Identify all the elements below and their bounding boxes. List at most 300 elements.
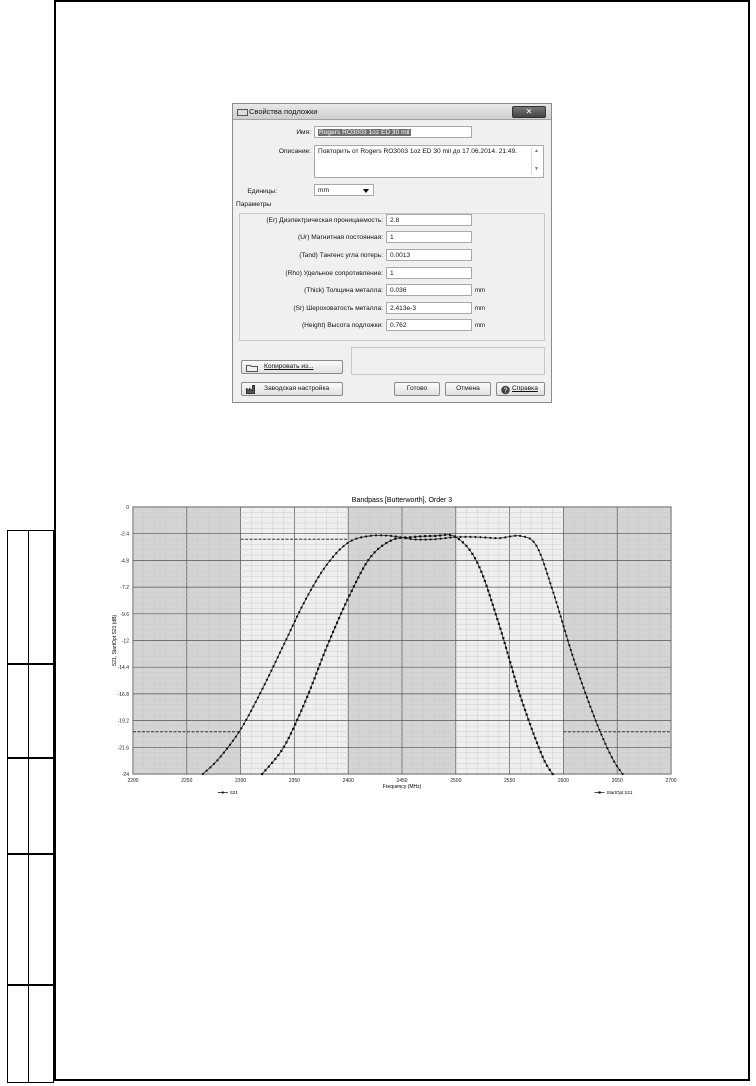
data-point — [510, 666, 512, 668]
data-point — [335, 552, 337, 554]
data-point — [518, 690, 520, 692]
data-point — [524, 536, 526, 538]
data-point — [209, 766, 211, 768]
data-point — [521, 699, 523, 701]
data-point — [598, 729, 600, 731]
data-point — [439, 538, 441, 540]
param-field[interactable]: 0.036 — [386, 284, 472, 296]
data-point — [308, 691, 310, 693]
y-tick-label: -14.4 — [117, 665, 129, 672]
data-point — [449, 534, 451, 536]
data-point — [300, 607, 302, 609]
info-pane — [351, 347, 545, 375]
data-point — [310, 589, 312, 591]
data-point — [588, 701, 590, 703]
data-point — [334, 626, 336, 628]
data-point — [476, 561, 478, 563]
help-button[interactable]: ? Справка — [496, 382, 545, 396]
data-point — [562, 625, 564, 627]
param-field[interactable]: 0.762 — [386, 319, 472, 331]
data-point — [474, 557, 476, 559]
data-point — [516, 685, 518, 687]
data-point — [394, 538, 396, 540]
param-label: (Ur) Магнитная постоянная: — [298, 234, 383, 241]
data-point — [429, 535, 431, 537]
data-point — [469, 536, 471, 538]
param-field[interactable]: 2.8 — [386, 214, 472, 226]
data-point — [458, 538, 460, 540]
data-point — [312, 585, 314, 587]
data-point — [351, 539, 353, 541]
data-point — [313, 677, 315, 679]
param-label: (Er) Диэлектрическая проницаемость: — [266, 217, 383, 224]
data-point — [298, 714, 300, 716]
data-point — [567, 639, 569, 641]
data-point — [544, 760, 546, 762]
y-axis-label: S21, StartOpt S21 (dB) — [112, 614, 118, 667]
param-label: (Thick) Толщина металла: — [304, 287, 383, 294]
data-point — [261, 688, 263, 690]
cancel-button[interactable]: Отмена — [445, 382, 491, 396]
data-point — [496, 618, 498, 620]
data-point — [344, 603, 346, 605]
data-point — [420, 539, 422, 541]
data-point — [591, 710, 593, 712]
data-point — [554, 596, 556, 598]
data-point — [492, 604, 494, 606]
data-point — [336, 622, 338, 624]
legend-marker — [222, 791, 224, 793]
data-point — [370, 535, 372, 537]
data-point — [415, 538, 417, 540]
data-point — [538, 746, 540, 748]
data-point — [304, 700, 306, 702]
window-icon — [237, 109, 248, 116]
x-tick-label: 2400 — [342, 778, 354, 784]
data-point — [213, 763, 215, 765]
data-point — [489, 537, 491, 539]
data-point — [277, 656, 279, 658]
data-point — [395, 535, 397, 537]
data-point — [355, 538, 357, 540]
data-point — [277, 754, 279, 756]
data-point — [338, 617, 340, 619]
y-tick-label: -21.6 — [117, 745, 129, 752]
data-point — [482, 575, 484, 577]
data-point — [360, 536, 362, 538]
help-icon — [500, 385, 511, 395]
data-point — [268, 765, 270, 767]
data-point — [377, 548, 379, 550]
data-point — [549, 769, 551, 771]
x-axis-label: Frequency (MHz) — [382, 784, 422, 790]
data-point — [257, 696, 259, 698]
data-point — [381, 545, 383, 547]
data-point — [342, 545, 344, 547]
data-point — [355, 581, 357, 583]
data-point — [464, 536, 466, 538]
data-point — [332, 556, 334, 558]
data-point — [294, 723, 296, 725]
data-point — [490, 599, 492, 601]
x-tick-label: 2350 — [288, 778, 300, 784]
ok-button[interactable]: Готово — [394, 382, 440, 396]
param-unit: mm — [475, 323, 485, 329]
data-point — [519, 535, 521, 537]
data-point — [586, 696, 588, 698]
data-point — [604, 743, 606, 745]
data-point — [292, 625, 294, 627]
data-point — [574, 663, 576, 665]
data-point — [288, 737, 290, 739]
legend-marker — [598, 791, 600, 793]
data-point — [290, 732, 292, 734]
data-point — [259, 692, 261, 694]
data-point — [434, 535, 436, 537]
name-field[interactable]: Rogers RO3003 1oz ED 30 mil — [314, 126, 472, 138]
data-point — [498, 623, 500, 625]
data-point — [326, 564, 328, 566]
param-unit: mm — [475, 306, 485, 312]
y-tick-label: 0 — [126, 505, 129, 511]
data-point — [330, 635, 332, 637]
data-point — [342, 608, 344, 610]
data-point — [390, 540, 392, 542]
data-point — [529, 537, 531, 539]
data-point — [305, 598, 307, 600]
data-point — [494, 537, 496, 539]
data-point — [595, 720, 597, 722]
param-field[interactable]: 0.0013 — [386, 249, 472, 261]
data-point — [581, 682, 583, 684]
data-point — [348, 594, 350, 596]
data-point — [578, 673, 580, 675]
data-point — [546, 573, 548, 575]
data-point — [484, 580, 486, 582]
data-point — [300, 710, 302, 712]
x-tick-label: 2500 — [450, 778, 462, 784]
data-point — [232, 740, 234, 742]
data-point — [534, 737, 536, 739]
data-point — [540, 554, 542, 556]
data-point — [317, 668, 319, 670]
data-point — [351, 590, 353, 592]
data-point — [568, 644, 570, 646]
data-point — [243, 723, 245, 725]
data-point — [332, 631, 334, 633]
data-point — [499, 537, 501, 539]
description-field[interactable]: Повторить от Rogers RO3003 1oz ED 30 mil до 17.06.2014. 21:49. ▲ ▼ — [314, 145, 544, 178]
description-label: Описание: — [278, 148, 311, 155]
x-tick-label: 2250 — [181, 778, 193, 784]
data-point — [399, 537, 401, 539]
data-point — [515, 680, 517, 682]
data-point — [489, 594, 491, 596]
data-point — [540, 751, 542, 753]
data-point — [245, 719, 247, 721]
x-tick-label: 2700 — [665, 778, 677, 784]
chart-svg — [107, 493, 677, 798]
y-tick-label: -19.2 — [117, 718, 129, 725]
data-point — [546, 765, 548, 767]
data-point — [271, 762, 273, 764]
data-point — [582, 687, 584, 689]
data-point — [522, 704, 524, 706]
data-point — [235, 736, 237, 738]
data-point — [579, 677, 581, 679]
chevron-down-icon — [363, 189, 369, 193]
data-point — [545, 568, 547, 570]
data-point — [584, 691, 586, 693]
data-point — [409, 536, 411, 538]
data-point — [290, 629, 292, 631]
data-point — [357, 576, 359, 578]
data-point — [339, 548, 341, 550]
y-tick-label: -2.4 — [120, 531, 129, 538]
data-point — [495, 613, 497, 615]
description-scrollbar[interactable]: ▲ ▼ — [531, 148, 541, 175]
data-point — [613, 761, 615, 763]
data-point — [549, 582, 551, 584]
data-point — [329, 560, 331, 562]
data-point — [375, 534, 377, 536]
data-point — [576, 668, 578, 670]
data-point — [535, 545, 537, 547]
data-point — [322, 654, 324, 656]
data-point — [509, 535, 511, 537]
data-point — [548, 577, 550, 579]
data-point — [506, 651, 508, 653]
data-point — [541, 558, 543, 560]
factory-settings-button[interactable]: Заводская настройка — [241, 382, 343, 396]
x-tick-label: 2300 — [235, 778, 247, 784]
data-point — [307, 593, 309, 595]
data-point — [279, 652, 281, 654]
data-point — [285, 638, 287, 640]
data-point — [370, 555, 372, 557]
data-point — [505, 647, 507, 649]
data-point — [616, 765, 618, 767]
y-tick-label: -16.8 — [117, 691, 129, 698]
data-point — [385, 534, 387, 536]
data-point — [321, 659, 323, 661]
data-point — [390, 535, 392, 537]
data-point — [385, 542, 387, 544]
data-point — [552, 592, 554, 594]
data-point — [365, 535, 367, 537]
param-label: (Tand) Тангенс угла потерь: — [299, 252, 383, 259]
factory-icon — [246, 385, 258, 394]
data-point — [501, 632, 503, 634]
data-point — [216, 759, 218, 761]
data-point — [602, 738, 604, 740]
data-point — [252, 705, 254, 707]
param-field[interactable]: 1 — [386, 267, 472, 279]
data-point — [593, 715, 595, 717]
data-point — [480, 571, 482, 573]
param-label: (Height) Высота подложки: — [301, 322, 383, 329]
data-point — [430, 538, 432, 540]
data-point — [557, 606, 559, 608]
data-point — [292, 728, 294, 730]
data-point — [555, 601, 557, 603]
close-button[interactable] — [512, 106, 546, 118]
data-point — [543, 563, 545, 565]
data-point — [328, 640, 330, 642]
folder-icon — [246, 363, 258, 372]
parameters-group-label: Параметры — [236, 201, 272, 208]
data-point — [360, 572, 362, 574]
chart-title: Bandpass [Butterworth], Order 3 — [351, 497, 453, 504]
data-point — [484, 536, 486, 538]
data-point — [280, 750, 282, 752]
data-point — [283, 746, 285, 748]
data-point — [346, 542, 348, 544]
data-point — [531, 728, 533, 730]
data-point — [353, 585, 355, 587]
data-point — [315, 580, 317, 582]
margin-stamp-cell — [7, 663, 54, 759]
svg-text:?: ? — [503, 387, 508, 395]
data-point — [346, 599, 348, 601]
x-tick-label: 2200 — [127, 778, 139, 784]
data-point — [444, 537, 446, 539]
data-point — [606, 747, 608, 749]
data-point — [373, 551, 375, 553]
data-point — [248, 714, 250, 716]
data-point — [474, 536, 476, 538]
data-point — [565, 635, 567, 637]
data-point — [281, 647, 283, 649]
data-point — [303, 602, 305, 604]
data-point — [552, 773, 554, 775]
data-point — [462, 541, 464, 543]
data-point — [362, 568, 364, 570]
data-point — [220, 755, 222, 757]
dialog-titlebar[interactable] — [233, 104, 551, 120]
x-tick-label: 2650 — [611, 778, 623, 784]
y-tick-label: -9.6 — [120, 611, 129, 618]
data-point — [287, 634, 289, 636]
data-point — [255, 701, 257, 703]
substrate-properties-dialog — [232, 103, 552, 403]
data-point — [558, 611, 560, 613]
data-point — [589, 706, 591, 708]
data-point — [275, 661, 277, 663]
data-point — [560, 615, 562, 617]
data-point — [600, 733, 602, 735]
copy-from-button[interactable]: Копировать из... — [241, 360, 343, 374]
data-point — [449, 536, 451, 538]
data-point — [608, 752, 610, 754]
data-point — [541, 756, 543, 758]
data-point — [561, 620, 563, 622]
data-point — [264, 683, 266, 685]
data-point — [323, 568, 325, 570]
data-point — [250, 710, 252, 712]
margin-stamp-cell — [7, 984, 54, 1083]
data-point — [479, 536, 481, 538]
data-point — [471, 553, 473, 555]
bandpass-chart — [107, 493, 677, 798]
data-point — [425, 538, 427, 540]
data-point — [340, 612, 342, 614]
name-label: Имя: — [296, 129, 311, 136]
data-point — [524, 709, 526, 711]
data-point — [532, 541, 534, 543]
param-field[interactable]: 1 — [386, 231, 472, 243]
param-label: (Rho) Удельное сопротивление: — [285, 270, 383, 277]
x-tick-label: 2550 — [504, 778, 516, 784]
data-point — [296, 719, 298, 721]
data-point — [508, 656, 510, 658]
data-point — [465, 545, 467, 547]
data-point — [536, 742, 538, 744]
data-point — [596, 724, 598, 726]
data-point — [485, 585, 487, 587]
legend-label: S21 — [229, 790, 238, 795]
data-point — [298, 611, 300, 613]
data-point — [274, 758, 276, 760]
data-point — [527, 718, 529, 720]
data-point — [526, 714, 528, 716]
data-point — [619, 769, 621, 771]
data-point — [512, 671, 514, 673]
data-point — [264, 769, 266, 771]
data-point — [261, 773, 263, 775]
data-point — [538, 549, 540, 551]
data-point — [499, 628, 501, 630]
data-point — [367, 559, 369, 561]
data-point — [424, 535, 426, 537]
x-tick-label: 2600 — [557, 778, 569, 784]
data-point — [268, 674, 270, 676]
data-point — [478, 566, 480, 568]
data-point — [229, 744, 231, 746]
close-icon: ✕ — [525, 107, 533, 116]
y-tick-label: -24 — [121, 772, 129, 778]
margin-stamp-cell — [7, 530, 54, 665]
data-point — [571, 654, 573, 656]
data-point — [570, 649, 572, 651]
data-point — [240, 727, 242, 729]
data-point — [310, 687, 312, 689]
data-point — [266, 679, 268, 681]
data-point — [564, 630, 566, 632]
data-point — [319, 663, 321, 665]
data-point — [459, 536, 461, 538]
data-point — [502, 637, 504, 639]
y-tick-label: -4.8 — [120, 558, 129, 565]
data-point — [380, 534, 382, 536]
data-point — [324, 649, 326, 651]
data-point — [364, 563, 366, 565]
param-unit: mm — [475, 288, 485, 294]
units-select[interactable]: mm — [314, 184, 374, 196]
data-point — [320, 572, 322, 574]
data-point — [532, 732, 534, 734]
data-point — [272, 665, 274, 667]
data-point — [414, 536, 416, 538]
data-point — [315, 673, 317, 675]
data-point — [514, 535, 516, 537]
data-point — [454, 535, 456, 537]
y-tick-label: -7.2 — [120, 585, 129, 592]
param-field[interactable]: 2.413e-3 — [386, 302, 472, 314]
data-point — [504, 536, 506, 538]
data-point — [621, 773, 623, 775]
data-point — [296, 616, 298, 618]
